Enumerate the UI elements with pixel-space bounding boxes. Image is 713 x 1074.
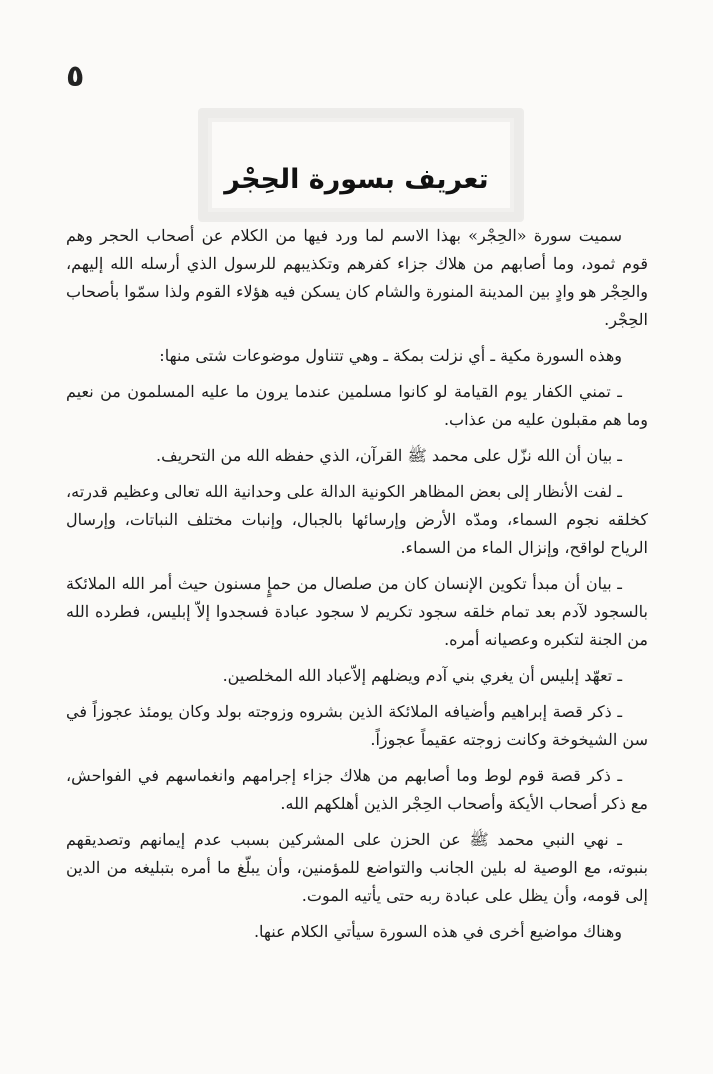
list-item: ـ نهي النبي محمد ﷺ عن الحزن على المشركين بسبب عدم إيمانهم وتصديقهم بنبوته، مع الوصية له بلين الجانب والتواضع للمؤمنين، وأن يبلّغ ما أمره بتبليغه من الدين إلى قومه، وأن يظل على عبادة ربه حتى يأتيه الموت.	[66, 830, 648, 905]
main-text	[66, 222, 648, 954]
list-item: ـ تعهّد إبليس أن يغري بني آدم ويضلهم إلاّعباد الله المخلصين.	[222, 666, 622, 685]
paragraph-intro: سميت سورة «الحِجْر» بهذا الاسم لما ورد فيها من الكلام عن أصحاب الحجر وهم قوم ثمود، وما أصابهم من هلاك جزاء كفرهم وتكذيبهم للرسول الذي أرسله الله إليهم، والحِجْر هو وادٍ بين المدينة المنورة والشام كان يسكن فيه هؤلاء القوم ولذا سمّوا بأصحاب الحِجْر.	[66, 226, 648, 329]
list-item: ـ ذكر قصة إبراهيم وأضيافه الملائكة الذين بشروه وزوجته بولد وكان يومئذ عجوزاً في سن الشيخوخة وكانت زوجته عقيماً عجوزاً.	[66, 702, 648, 749]
paragraph-closing: وهناك مواضيع أخرى في هذه السورة سيأتي الكلام عنها.	[253, 922, 622, 941]
list-item: ـ لفت الأنظار إلى بعض المظاهر الكونية الدالة على وحدانية الله تعالى وعظيم قدرته، كخلقه نجوم السماء، ومدّه الأرض وإرسائها بالجبال، وإنبات مختلف النباتات، وإرسال الرياح لواقح، وإنزال الماء من السماء.	[66, 482, 648, 557]
list-item: ـ بيان أن الله نزّل على محمد ﷺ القرآن، الذي حفظه الله من التحريف.	[156, 446, 622, 465]
list-item: ـ ذكر قصة قوم لوط وما أصابهم من هلاك جزاء إجرامهم وانغماسهم في الفواحش، مع ذكر أصحاب الأيكة وأصحاب الحِجْر الذين أهلكهم الله.	[66, 766, 648, 813]
list-item: ـ تمني الكفار يوم القيامة لو كانوا مسلمين عندما يرون ما عليه المسلمون من نعيم وما هم مقبلون عليه من عذاب.	[66, 382, 648, 429]
page-title: تعريف بسورة الحِجْر	[224, 164, 489, 195]
page-number: ٥	[66, 59, 85, 94]
paragraph-topics-intro: وهذه السورة مكية ـ أي نزلت بمكة ـ وهي تتناول موضوعات شتى منها:	[159, 346, 622, 365]
list-item: ـ بيان أن مبدأ تكوين الإنسان كان من صلصال من حمإٍ مسنون حيث أمر الله الملائكة بالسجود لآدم بعد تمام خلقه سجود تكريم لا سجود عبادة فسجدوا إلاّ إبليس، فطرده الله من الجنة لتكبره وعصيانه أمره.	[66, 574, 648, 649]
